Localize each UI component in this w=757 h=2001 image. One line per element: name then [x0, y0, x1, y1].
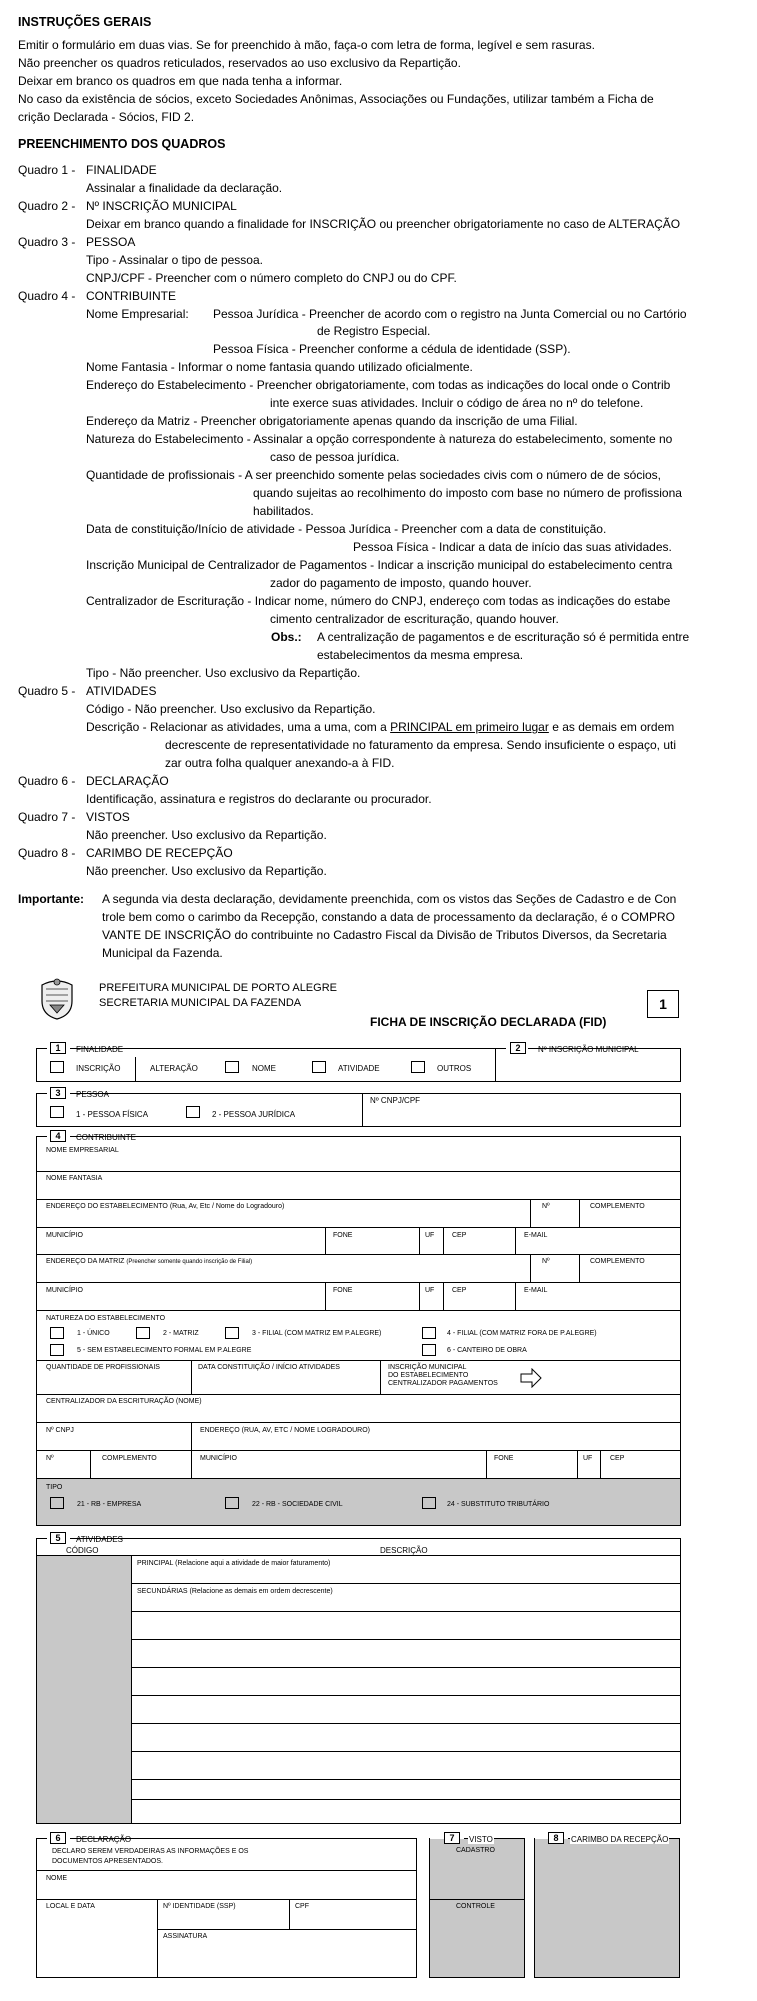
fill-title: PREENCHIMENTO DOS QUADROS [18, 137, 226, 151]
atividade-checkbox[interactable] [411, 1061, 425, 1073]
q4-text: Endereço da Matriz - Preencher obrigatoriamente apenas quando da inscrição de uma Filial. [86, 414, 578, 428]
q6-name: DECLARAÇÃO [86, 774, 169, 788]
centralizador-label: CENTRALIZADOR DA ESCRITURAÇÃO (NOME) [46, 1398, 202, 1405]
centralizador-fone-label: FONE [494, 1455, 514, 1462]
identidade-field[interactable] [160, 1912, 287, 1928]
q5-name: ATIVIDADES [86, 684, 157, 698]
cnpj-cpf-label: Nº CNPJ/CPF [370, 1096, 421, 1105]
fone-field[interactable] [327, 1240, 417, 1253]
instructions-title: INSTRUÇÕES GERAIS [18, 15, 152, 29]
q2-text: Deixar em branco quando a finalidade for INSCRIÇÃO ou preencher obrigatoriamente no caso de ALTERAÇÃO [86, 217, 681, 231]
assinatura-label: ASSINATURA [163, 1933, 208, 1940]
q2-label: Quadro 2 - [18, 199, 76, 213]
q4-text: de Registro Especial. [317, 324, 431, 338]
natureza-label: NATUREZA DO ESTABELECIMENTO [46, 1315, 166, 1322]
codigo-header: CÓDIGO [66, 1546, 99, 1555]
insc-centralizador-label: CENTRALIZADOR PAGAMENTOS [388, 1380, 498, 1387]
pessoa-juridica-label: 2 - PESSOA JURÍDICA [212, 1110, 296, 1119]
q2-name: Nº INSCRIÇÃO MUNICIPAL [86, 199, 237, 213]
matriz-complemento-field[interactable] [581, 1267, 678, 1281]
tipo-21-checkbox [50, 1497, 64, 1509]
tipo-24-checkbox [422, 1497, 436, 1509]
controle-label: CONTROLE [456, 1903, 495, 1910]
tipo-22-checkbox [225, 1497, 239, 1509]
q4-text: Data de constituição/Início de atividade - Pessoa Jurídica - Preencher com a data de constituição. [86, 522, 607, 536]
natureza-3-checkbox[interactable] [225, 1327, 239, 1339]
tipo-21-label: 21 - RB - EMPRESA [77, 1501, 142, 1508]
pessoa-fisica-checkbox[interactable] [50, 1106, 64, 1118]
q5-number: 5 [50, 1532, 66, 1544]
instruction-line: Não preencher os quadros reticulados, reservados ao uso exclusivo da Repartição. [18, 56, 461, 70]
q4-obs: Obs.: [271, 630, 302, 644]
important-text: A segunda via desta declaração, devidamente preenchida, com os vistos das Seções de Cadastro e de Con [102, 892, 677, 906]
activity-row-line [131, 1667, 681, 1668]
q3-name: PESSOA [86, 235, 136, 249]
activity-description-field[interactable] [134, 1568, 678, 1581]
q4-text: Pessoa Física - Preencher conforme a cédula de identidade (SSP). [213, 342, 571, 356]
q8-number: 8 [548, 1832, 564, 1844]
pessoa-juridica-checkbox[interactable] [186, 1106, 200, 1118]
q4-text: Natureza do Estabelecimento - Assinalar a opção correspondente à natureza do estabelecimento, somente no [86, 432, 673, 446]
q6-label: Quadro 6 - [18, 774, 76, 788]
q5-underline: PRINCIPAL em primeiro lugar [390, 720, 549, 734]
municipio-label: MUNICÍPIO [46, 1232, 83, 1239]
important-text: VANTE DE INSCRIÇÃO do contribuinte no Cadastro Fiscal da Divisão de Tributos Diversos, da Secretaria [102, 928, 667, 942]
principal-label: PRINCIPAL (Relacione aqui a atividade de maior faturamento) [137, 1560, 331, 1567]
q1-text: Assinalar a finalidade da declaração. [86, 181, 283, 195]
page-number-box: 1 [647, 990, 679, 1018]
matriz-cep-label: CEP [452, 1287, 467, 1294]
q4-label: Quadro 4 - [18, 289, 76, 303]
identidade-label: Nº IDENTIDADE (SSP) [163, 1903, 236, 1910]
outros-label: OUTROS [437, 1064, 472, 1073]
centralizador-endereco-field[interactable] [194, 1435, 678, 1449]
q2-number: 2 [510, 1042, 526, 1054]
centralizador-uf-field[interactable] [580, 1463, 598, 1477]
endereco-field[interactable] [40, 1212, 528, 1226]
q4-text: Pessoa Física - Indicar a data de início das suas atividades. [353, 540, 672, 554]
centralizador-complemento-field[interactable] [93, 1463, 189, 1477]
q4-text: habilitados. [253, 504, 314, 518]
activity-description-field[interactable] [134, 1801, 678, 1814]
activity-row-line [131, 1695, 681, 1696]
q4-text: caso de pessoa jurídica. [270, 450, 400, 464]
tipo-22-label: 22 - RB - SOCIEDADE CIVIL [252, 1501, 343, 1508]
important-text: trole bem como o carimbo da Recepção, constando a data de processamento da declaração, é o COMPRO [102, 910, 675, 924]
q5-label: Quadro 5 - [18, 684, 76, 698]
tipo-24-label: 24 - SUBSTITUTO TRIBUTÁRIO [447, 1501, 550, 1508]
matriz-municipio-field[interactable] [40, 1295, 323, 1309]
centralizador-cnpj-field[interactable] [40, 1435, 188, 1449]
cpf-label: CPF [295, 1903, 309, 1910]
q4-text: inte exerce suas atividades. Incluir o código de área no nº do telefone. [270, 396, 644, 410]
instruction-line: crição Declarada - Sócios, FID 2. [18, 110, 195, 124]
matriz-municipio-label: MUNICÍPIO [46, 1287, 83, 1294]
centralizador-endereco-label: ENDEREÇO (RUA, AV, ETC / NOME LOGRADOURO) [200, 1427, 370, 1434]
q1-number: 1 [50, 1042, 66, 1054]
important-text: Municipal da Fazenda. [102, 946, 223, 960]
q4-name: CONTRIBUINTE [86, 289, 176, 303]
q4-text: Tipo - Não preencher. Uso exclusivo da Repartição. [86, 666, 361, 680]
data-constituicao-field[interactable] [194, 1373, 378, 1393]
natureza-2-checkbox[interactable] [136, 1327, 150, 1339]
activity-description-field[interactable] [134, 1597, 678, 1610]
email-field[interactable] [517, 1240, 678, 1253]
endereco-matriz-label: ENDEREÇO DA MATRIZ (Preencher somente quando inscrição de Filial) [46, 1258, 253, 1265]
data-constituicao-label: DATA CONSTITUIÇÃO / INÍCIO ATIVIDADES [198, 1364, 340, 1371]
arrow-right-icon [520, 1368, 542, 1388]
q7-title: VISTO [469, 1835, 493, 1844]
natureza-4-label: 4 - FILIAL (COM MATRIZ FORA DE P.ALEGRE) [447, 1330, 597, 1337]
activity-row-line [131, 1583, 681, 1584]
q4-text: Nome Empresarial: [86, 307, 189, 321]
declaro-text: DECLARO SEREM VERDADEIRAS AS INFORMAÇÕES E OS [52, 1848, 249, 1855]
activity-row-line [131, 1639, 681, 1640]
q4-text: cimento centralizador de escrituração, quando houver. [270, 612, 559, 626]
matriz-fone-field[interactable] [327, 1295, 417, 1309]
uf-field[interactable] [421, 1240, 441, 1253]
q5-text: zar outra folha qualquer anexando-a à FID. [165, 756, 395, 770]
complemento-field[interactable] [581, 1212, 678, 1226]
cpf-field[interactable] [292, 1912, 412, 1928]
centralizador-municipio-field[interactable] [194, 1463, 484, 1477]
q4-text: Nome Fantasia - Informar o nome fantasia quando utilizado oficialmente. [86, 360, 473, 374]
sec-title: SECRETARIA MUNICIPAL DA FAZENDA [99, 997, 302, 1009]
declaro-text: DOCUMENTOS APRESENTADOS. [52, 1858, 163, 1865]
activity-row-line [131, 1751, 681, 1752]
natureza-5-label: 5 - SEM ESTABELECIMENTO FORMAL EM P.ALEGRE [77, 1347, 252, 1354]
activity-description-field[interactable] [134, 1697, 678, 1710]
insc-centralizador-label: INSCRIÇÃO MUNICIPAL [388, 1364, 467, 1371]
endereco-matriz-field[interactable] [40, 1267, 528, 1281]
natureza-1-checkbox[interactable] [50, 1327, 64, 1339]
tipo-label: TIPO [46, 1484, 63, 1491]
insc-centralizador-label: DO ESTABELECIMENTO [388, 1372, 469, 1379]
q8-title: CARIMBO DA RECEPÇÃO [571, 1835, 669, 1844]
centralizador-numero-label: Nº [46, 1455, 54, 1462]
matriz-fone-label: FONE [333, 1287, 353, 1294]
alteracao-label: ALTERAÇÃO [150, 1064, 198, 1073]
nome-empresarial-field[interactable] [40, 1156, 676, 1170]
centralizador-fone-field[interactable] [489, 1463, 575, 1477]
activity-description-field[interactable] [134, 1613, 678, 1626]
q4-text: Centralizador de Escrituração - Indicar nome, número do CNPJ, endereço com todas as indicações do estabe [86, 594, 671, 608]
natureza-1-label: 1 - ÚNICO [77, 1330, 110, 1337]
matriz-numero-label: Nº [542, 1258, 550, 1265]
qtd-profissionais-label: QUANTIDADE DE PROFISSIONAIS [46, 1364, 160, 1371]
alteracao-checkbox[interactable] [225, 1061, 239, 1073]
q6-title: DECLARAÇÃO [76, 1835, 132, 1844]
q3-title: PESSOA [76, 1090, 109, 1099]
email-label: E-MAIL [524, 1232, 548, 1239]
declarante-nome-label: NOME [46, 1875, 67, 1882]
important-label: Importante: [18, 892, 84, 906]
q5-title: ATIVIDADES [76, 1535, 123, 1544]
centralizador-municipio-label: MUNICÍPIO [200, 1455, 237, 1462]
nome-label: NOME [252, 1064, 276, 1073]
activity-row-line [131, 1723, 681, 1724]
fone-label: FONE [333, 1232, 353, 1239]
uf-label: UF [425, 1232, 435, 1239]
numero-field[interactable] [532, 1212, 577, 1226]
matriz-email-field[interactable] [517, 1295, 678, 1309]
centralizador-uf-label: UF [583, 1455, 593, 1462]
codigo-reserved-column [37, 1556, 131, 1823]
declarante-nome-field[interactable] [40, 1884, 412, 1898]
q5-text: Código - Não preencher. Uso exclusivo da Repartição. [86, 702, 376, 716]
q4-text: Inscrição Municipal de Centralizador de Pagamentos - Indicar a inscrição municipal do estabelecimento centra [86, 558, 673, 572]
local-data-label: LOCAL E DATA [46, 1903, 95, 1910]
q3-text: CNPJ/CPF - Preencher com o número completo do CNPJ ou do CPF. [86, 271, 457, 285]
q7-name: VISTOS [86, 810, 130, 824]
q1-label: Quadro 1 - [18, 163, 76, 177]
activity-row-line [131, 1779, 681, 1780]
assinatura-field[interactable] [160, 1942, 412, 1974]
inscricao-label: INSCRIÇÃO [76, 1064, 121, 1073]
nome-fantasia-label: NOME FANTASIA [46, 1175, 103, 1182]
q4-text: A centralização de pagamentos e de escrituração só é permitida entre [317, 630, 690, 644]
numero-label: Nº [542, 1203, 550, 1210]
q6-number: 6 [50, 1832, 66, 1844]
natureza-6-label: 6 - CANTEIRO DE OBRA [447, 1347, 527, 1354]
q4-number: 4 [50, 1130, 66, 1142]
matriz-cep-field[interactable] [445, 1295, 513, 1309]
q4-text: Endereço do Estabelecimento - Preencher obrigatoriamente, com todas as indicações do local onde o Contrib [86, 378, 671, 392]
q8-name: CARIMBO DE RECEPÇÃO [86, 846, 233, 860]
instruction-line: Emitir o formulário em duas vias. Se for preenchido à mão, faça-o com letra de forma, legível e sem rasuras. [18, 38, 595, 52]
nome-empresarial-label: NOME EMPRESARIAL [46, 1147, 119, 1154]
natureza-5-checkbox[interactable] [50, 1344, 64, 1356]
q2-title: Nº INSCRIÇÃO MUNICIPAL [538, 1045, 639, 1054]
q5-text: Descrição - Relacionar as atividades, uma a uma, com a PRINCIPAL em primeiro lugar e as demais em ordem [86, 720, 675, 734]
q4-text: zador do pagamento de imposto, quando houver. [270, 576, 532, 590]
descricao-header: DESCRIÇÃO [380, 1546, 428, 1555]
secundarias-label: SECUNDÁRIAS (Relacione as demais em ordem decrescente) [137, 1588, 333, 1595]
atividade-label: ATIVIDADE [338, 1064, 380, 1073]
cnpj-cpf-field[interactable] [366, 1106, 676, 1124]
q4-text: Pessoa Jurídica - Preencher de acordo com o registro na Junta Comercial ou no Cartório [213, 307, 687, 321]
coat-of-arms-logo [36, 977, 78, 1021]
q3-label: Quadro 3 - [18, 235, 76, 249]
q7-label: Quadro 7 - [18, 810, 76, 824]
cep-label: CEP [452, 1232, 467, 1239]
complemento-label: COMPLEMENTO [590, 1203, 645, 1210]
centralizador-cep-label: CEP [610, 1455, 625, 1462]
centralizador-field[interactable] [40, 1407, 676, 1421]
pref-title: PREFEITURA MUNICIPAL DE PORTO ALEGRE [99, 982, 337, 994]
q4-text: Quantidade de profissionais - A ser preenchido somente pelas sociedades civis com o número de de sócios, [86, 468, 661, 482]
activity-description-field[interactable] [134, 1725, 678, 1738]
activity-description-field[interactable] [134, 1669, 678, 1682]
q3-text: Tipo - Assinalar o tipo de pessoa. [86, 253, 263, 267]
matriz-uf-field[interactable] [421, 1295, 441, 1309]
q4-title: CONTRIBUINTE [76, 1133, 136, 1142]
qtd-profissionais-field[interactable] [40, 1373, 188, 1393]
q7-number: 7 [444, 1832, 460, 1844]
instruction-line: No caso da existência de sócios, exceto Sociedades Anônimas, Associações ou Fundações, utilizar também a Ficha de [18, 92, 654, 106]
q6-text: Identificação, assinatura e registros do declarante ou procurador. [86, 792, 432, 806]
q4-text: quando sujeitas ao recolhimento do imposto com base no número de profissiona [253, 486, 682, 500]
matriz-numero-field[interactable] [532, 1267, 577, 1281]
insc-centralizador-field[interactable] [545, 1362, 678, 1392]
activity-description-field[interactable] [134, 1641, 678, 1654]
centralizador-numero-field[interactable] [40, 1463, 88, 1477]
cadastro-label: CADASTRO [456, 1847, 495, 1854]
activity-row-line [131, 1799, 681, 1800]
matriz-email-label: E-MAIL [524, 1287, 548, 1294]
centralizador-cnpj-label: Nº CNPJ [46, 1427, 74, 1434]
natureza-3-label: 3 - FILIAL (COM MATRIZ EM P.ALEGRE) [252, 1330, 382, 1337]
instruction-line: Deixar em branco os quadros em que nada tenha a informar. [18, 74, 343, 88]
municipio-field[interactable] [40, 1240, 323, 1253]
activity-description-field[interactable] [134, 1781, 678, 1794]
centralizador-cep-field[interactable] [603, 1463, 678, 1477]
form-title: FICHA DE INSCRIÇÃO DECLARADA (FID) [370, 1015, 607, 1029]
natureza-6-checkbox[interactable] [422, 1344, 436, 1356]
matriz-complemento-label: COMPLEMENTO [590, 1258, 645, 1265]
centralizador-complemento-label: COMPLEMENTO [102, 1455, 157, 1462]
activity-row-line [131, 1611, 681, 1612]
nome-fantasia-field[interactable] [40, 1184, 676, 1198]
matriz-uf-label: UF [425, 1287, 435, 1294]
cep-field[interactable] [445, 1240, 513, 1253]
q3-number: 3 [50, 1087, 66, 1099]
q1-name: FINALIDADE [86, 163, 157, 177]
q8-text: Não preencher. Uso exclusivo da Repartição. [86, 864, 327, 878]
q4-text: estabelecimentos da mesma empresa. [317, 648, 524, 662]
q8-label: Quadro 8 - [18, 846, 76, 860]
q1-title: FINALIDADE [76, 1045, 124, 1054]
local-data-field[interactable] [40, 1912, 155, 1974]
q5-text: decrescente de representatividade no faturamento da empresa. Sendo insuficiente o espaço, uti [165, 738, 676, 752]
endereco-label: ENDEREÇO DO ESTABELECIMENTO (Rua, Av, Etc / Nome do Logradouro) [46, 1203, 285, 1210]
inscricao-municipal-field[interactable] [500, 1056, 676, 1078]
activity-description-field[interactable] [134, 1753, 678, 1766]
q7-text: Não preencher. Uso exclusivo da Repartição. [86, 828, 327, 842]
pessoa-fisica-label: 1 - PESSOA FÍSICA [76, 1110, 149, 1119]
natureza-4-checkbox[interactable] [422, 1327, 436, 1339]
natureza-2-label: 2 - MATRIZ [163, 1330, 199, 1337]
nome-checkbox[interactable] [312, 1061, 326, 1073]
inscricao-checkbox[interactable] [50, 1061, 64, 1073]
